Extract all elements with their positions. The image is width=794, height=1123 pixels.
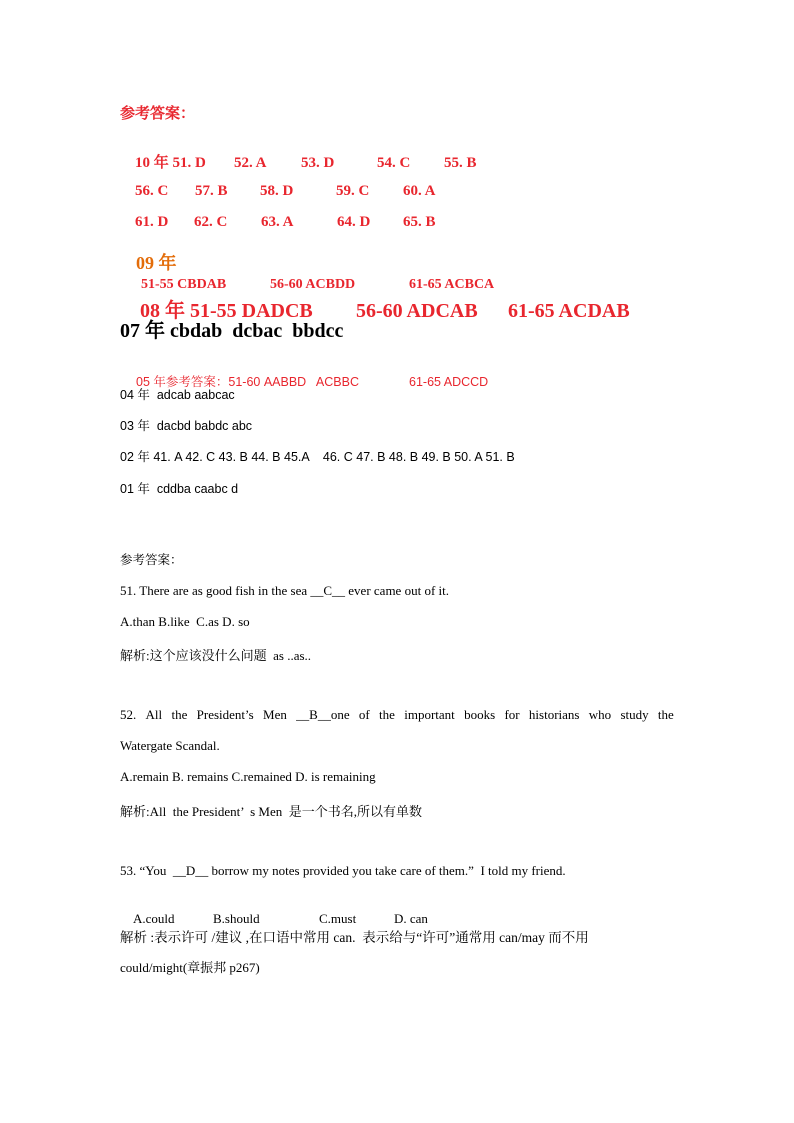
year-07-answers: 07 年 cbdab dcbac bbdcc xyxy=(120,320,344,342)
year-09-item: 51-55 CBDAB xyxy=(141,277,227,292)
word: who xyxy=(588,707,612,722)
q53-option: A.could xyxy=(133,911,175,926)
answer-item: 53. D xyxy=(301,155,335,171)
word: important xyxy=(404,707,455,722)
year-01-answers: 01 年 cddba caabc d xyxy=(120,482,239,496)
answer-item: 59. C xyxy=(336,183,370,199)
answer-item: 56. C xyxy=(135,183,169,199)
word: the xyxy=(171,707,188,722)
word: the xyxy=(657,707,674,722)
answer-item: 54. C xyxy=(377,155,411,171)
word: All xyxy=(145,707,163,722)
answer-item: 61. D xyxy=(135,214,169,230)
q52-question-cont: Watergate Scandal. xyxy=(120,738,220,753)
answer-item: 58. D xyxy=(260,183,294,199)
q51-analysis: 解析:这个应该没什么问题 as ..as.. xyxy=(120,648,312,663)
answer-item: 10 年 51. D xyxy=(135,155,206,171)
year-04-answers: 04 年 adcab aabcac xyxy=(120,388,235,402)
word: study xyxy=(620,707,649,722)
answer-item: 60. A xyxy=(403,183,436,199)
answer-item: 64. D xyxy=(337,214,371,230)
q52-options: A.remain B. remains C.remained D. is remaining xyxy=(120,769,376,784)
word: of xyxy=(358,707,370,722)
answers-section-title: 参考答案： xyxy=(120,553,183,567)
answer-key-title: 参考答案： xyxy=(120,106,196,122)
answer-item: 57. B xyxy=(195,183,228,199)
q51-question: 51. There are as good fish in the sea __C__ ever came out of it. xyxy=(120,583,449,598)
word: the xyxy=(379,707,395,722)
q53-question: 53. “You __D__ borrow my notes provided you take care of them.” I told my friend. xyxy=(120,863,566,878)
year-09-item: 61-65 ACBCA xyxy=(409,277,495,292)
q53-option: D. can xyxy=(394,911,428,926)
word: books xyxy=(464,707,496,722)
year-05-part: 05 年参考答案：51-60 AABBD ACBBC xyxy=(136,375,359,389)
answer-item: 65. B xyxy=(403,214,436,230)
word: __B__one xyxy=(296,707,350,722)
q53-analysis: 解析 :表示许可 /建议 ,在口语中常用 can. 表示给与“许可”通常用 can/may 而不用 xyxy=(120,930,589,945)
q52-question xyxy=(120,707,674,723)
word: President’s xyxy=(196,707,254,722)
year-08-item: 61-65 ACDAB xyxy=(508,300,630,322)
year-09-item: 56-60 ACBDD xyxy=(270,277,356,292)
year-08-item: 08 年 51-55 DADCB xyxy=(140,300,313,322)
q53-option: B.should xyxy=(213,911,260,926)
year-02-answers: 02 年 41. A 42. C 43. B 44. B 45.A 46. C 47. B 48. B 49. B 50. A 51. B xyxy=(120,450,515,464)
q51-options: A.than B.like C.as D. so xyxy=(120,614,250,629)
word: for xyxy=(504,707,520,722)
q52-analysis: 解析:All the President’ s Men 是一个书名,所以有单数 xyxy=(120,804,422,819)
answer-item: 52. A xyxy=(234,155,267,171)
q53-analysis-cont: could/might(章振邦 p267) xyxy=(120,960,260,975)
answer-item: 55. B xyxy=(444,155,477,171)
year-03-answers: 03 年 dacbd babdc abc xyxy=(120,419,253,433)
year-05-tail: 61-65 ADCCD xyxy=(409,375,489,389)
word: 52. xyxy=(120,707,137,722)
year-09-label: 09 年 xyxy=(136,253,177,273)
answer-item: 62. C xyxy=(194,214,228,230)
year-08-item: 56-60 ADCAB xyxy=(356,300,478,322)
answer-item: 63. A xyxy=(261,214,294,230)
word: Men xyxy=(263,707,287,722)
q53-option: C.must xyxy=(319,911,357,926)
word: historians xyxy=(528,707,580,722)
